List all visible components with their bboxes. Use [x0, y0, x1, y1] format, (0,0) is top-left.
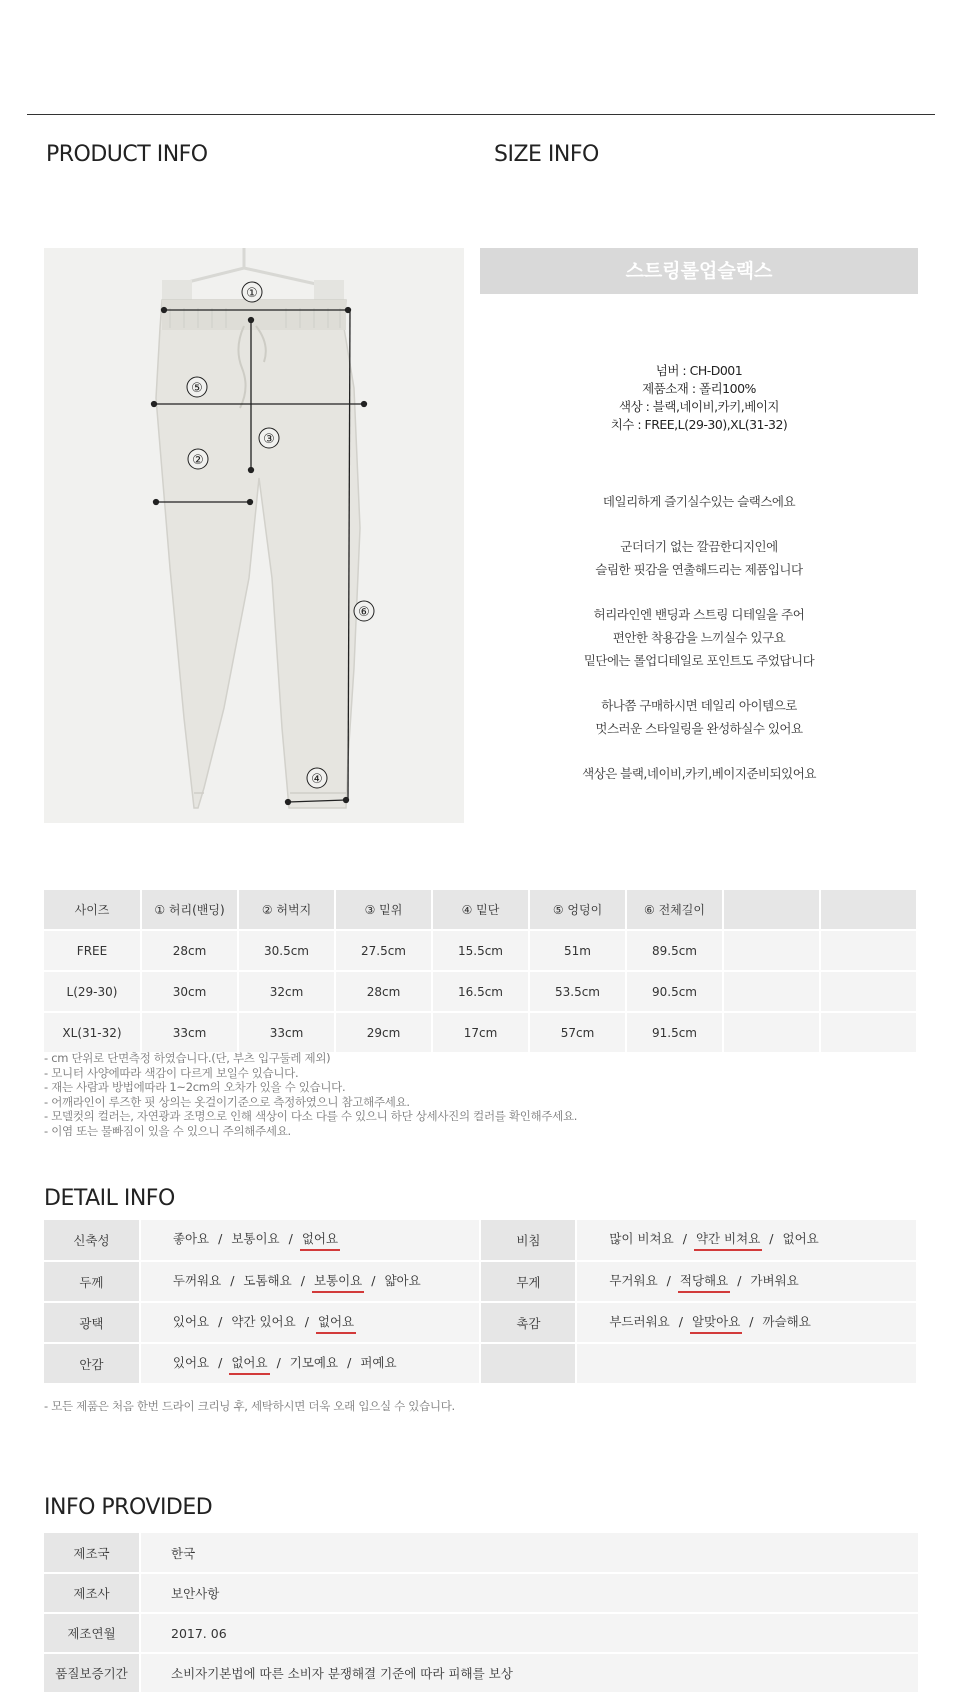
- size-cell: 15.5cm: [432, 930, 529, 971]
- product-description: [480, 490, 918, 807]
- detail-options: [140, 1220, 481, 1261]
- option-separator: /: [218, 1313, 223, 1329]
- detail-option: 가벼워요: [750, 1272, 799, 1288]
- option-separator: /: [300, 1272, 305, 1288]
- size-cell: 28cm: [335, 971, 432, 1012]
- option-separator: /: [371, 1272, 376, 1288]
- svg-text:②: ②: [192, 453, 204, 468]
- size-note: - cm 단위로 단면측정 하였습니다.(단, 부츠 입구둘레 제외): [44, 1051, 331, 1065]
- detail-option: 있어요: [172, 1313, 210, 1329]
- size-cell: 29cm: [335, 1012, 432, 1053]
- table-row: [44, 1220, 917, 1261]
- size-cell: 91.5cm: [626, 1012, 723, 1053]
- detail-options: [576, 1343, 917, 1384]
- description-line: 군더더기 없는 깔끔한디지인에: [620, 539, 778, 554]
- detail-option: 기모예요: [289, 1354, 339, 1370]
- detail-options: [576, 1261, 917, 1302]
- measure-label-3: [259, 428, 279, 448]
- info-value: 보안사항: [140, 1573, 918, 1613]
- detail-option: 무거워요: [609, 1272, 658, 1288]
- info-value: 소비자기본법에 따른 소비자 분쟁해결 기준에 따라 피해를 보상: [140, 1653, 918, 1693]
- size-cell: [820, 1012, 917, 1053]
- description-line: 편안한 착용감을 느끼실수 있구요: [612, 630, 786, 645]
- size-header-cell: [820, 890, 917, 930]
- svg-text:①: ①: [246, 286, 258, 301]
- size-cell: 33cm: [141, 1012, 238, 1053]
- info-provided-table: [44, 1533, 918, 1694]
- info-value: 2017. 06: [140, 1613, 918, 1653]
- detail-options: [576, 1302, 917, 1343]
- detail-option: 보통이요: [231, 1231, 280, 1246]
- detail-option-selected: 없어요: [229, 1353, 269, 1375]
- option-separator: /: [666, 1272, 671, 1288]
- size-cell: 90.5cm: [626, 971, 723, 1012]
- option-separator: /: [218, 1354, 223, 1370]
- option-separator: /: [230, 1272, 235, 1288]
- detail-option: 얇아요: [384, 1272, 421, 1288]
- size-cell: 30cm: [141, 971, 238, 1012]
- product-image: [44, 248, 464, 823]
- table-row: [44, 1012, 917, 1053]
- svg-text:③: ③: [263, 432, 275, 447]
- description-paragraph: [480, 490, 918, 513]
- size-note: - 모델컷의 컬러는, 자연광과 조명으로 인해 색상이 다소 다를 수 있으니 하단 상세사진의 컬러를 확인해주세요.: [44, 1109, 578, 1123]
- detail-options: [140, 1302, 481, 1343]
- table-row: [44, 1261, 917, 1302]
- size-cell: 16.5cm: [432, 971, 529, 1012]
- info-key: 제조사: [44, 1573, 140, 1613]
- detail-options: [140, 1261, 481, 1302]
- product-specs: [480, 362, 918, 434]
- description-paragraph: [480, 603, 918, 672]
- measure-label-2: [188, 449, 208, 469]
- table-row: [44, 971, 917, 1012]
- detail-key: 촉감: [480, 1302, 576, 1343]
- description-paragraph: [480, 694, 918, 740]
- size-header-cell: ④ 밑단: [432, 890, 529, 930]
- detail-options: [140, 1343, 481, 1384]
- size-cell: 89.5cm: [626, 930, 723, 971]
- detail-option-selected: 적당해요: [678, 1271, 730, 1293]
- size-header-cell: [723, 890, 820, 930]
- detail-key: 비침: [480, 1220, 576, 1261]
- size-cell: 53.5cm: [529, 971, 626, 1012]
- size-notes: [44, 1051, 577, 1138]
- spec-sizes: 치수 : FREE,L(29-30),XL(31-32): [610, 417, 788, 432]
- info-key: 제조연월: [44, 1613, 140, 1653]
- description-line: 슬림한 핏감을 연출해드리는 제품입니다: [595, 562, 803, 577]
- size-table-header: [44, 890, 917, 930]
- table-row: [44, 930, 917, 971]
- svg-text:⑤: ⑤: [191, 381, 203, 396]
- care-note: - 모든 제품은 처음 한번 드라이 크리닝 후, 세탁하시면 더욱 오래 입으실 수 있습니다.: [44, 1399, 455, 1413]
- size-info-title: SIZE INFO: [494, 142, 599, 167]
- description-line: 하나쯤 구매하시면 데일리 아이템으로: [601, 698, 797, 713]
- size-header-cell: ② 허벅지: [238, 890, 335, 930]
- spec-material: 제품소재 : 폴리100%: [642, 381, 756, 396]
- detail-option: 약간 있어요: [231, 1313, 296, 1329]
- size-header-cell: 사이즈: [44, 890, 141, 930]
- measure-label-5: [187, 377, 207, 397]
- detail-options: [576, 1220, 917, 1261]
- option-separator: /: [749, 1313, 754, 1329]
- option-separator: /: [682, 1231, 687, 1246]
- detail-option-selected: 알맞아요: [690, 1312, 742, 1334]
- size-cell: 32cm: [238, 971, 335, 1012]
- size-cell: XL(31-32): [44, 1012, 141, 1053]
- table-row: [44, 1613, 918, 1653]
- description-line: 밑단에는 롤업디테일로 포인트도 주었답니다: [583, 653, 815, 668]
- description-line: 허리라인엔 밴딩과 스트링 디테일을 주어: [593, 607, 805, 622]
- size-note: - 모니터 사양에따라 색감이 다르게 보일수 있습니다.: [44, 1065, 299, 1080]
- detail-table: [44, 1220, 918, 1385]
- size-cell: 28cm: [141, 930, 238, 971]
- detail-option-selected: 없어요: [300, 1229, 340, 1251]
- size-header-cell: ⑤ 엉덩이: [529, 890, 626, 930]
- table-row: [44, 1343, 917, 1384]
- size-cell: [820, 971, 917, 1012]
- detail-option-selected: 약간 비쳐요: [694, 1229, 762, 1251]
- detail-option: 없어요: [782, 1231, 819, 1246]
- detail-option-selected: 없어요: [316, 1312, 356, 1334]
- svg-text:⑥: ⑥: [358, 605, 370, 620]
- table-row: [44, 1653, 918, 1693]
- option-separator: /: [276, 1354, 281, 1370]
- detail-option: 까슬해요: [762, 1313, 811, 1329]
- size-cell: [820, 930, 917, 971]
- description-paragraph: [480, 535, 918, 581]
- detail-option: 퍼예요: [360, 1354, 397, 1370]
- size-note: - 이염 또는 물빠짐이 있을 수 있으니 주의해주세요.: [44, 1123, 291, 1138]
- option-separator: /: [288, 1231, 293, 1246]
- option-separator: /: [218, 1231, 223, 1246]
- info-key: 제조국: [44, 1533, 140, 1573]
- detail-option: 도톰해요: [243, 1272, 292, 1288]
- size-cell: 27.5cm: [335, 930, 432, 971]
- spec-number: 넘버 : CH-D001: [655, 363, 743, 378]
- size-cell: 33cm: [238, 1012, 335, 1053]
- info-provided-title: INFO PROVIDED: [44, 1495, 213, 1520]
- product-name-bar: 스트링롤업슬랙스: [480, 248, 918, 294]
- description-line: 멋스러운 스타일링을 완성하실수 있어요: [595, 721, 803, 736]
- size-table: [44, 890, 918, 1054]
- detail-key: 신축성: [44, 1220, 140, 1261]
- description-line: 데일리하게 즐기실수있는 슬랙스에요: [602, 494, 796, 509]
- option-separator: /: [678, 1313, 683, 1329]
- size-cell: L(29-30): [44, 971, 141, 1012]
- size-cell: 30.5cm: [238, 930, 335, 971]
- detail-key: 무게: [480, 1261, 576, 1302]
- size-cell: 17cm: [432, 1012, 529, 1053]
- detail-key: 광택: [44, 1302, 140, 1343]
- product-info-title: PRODUCT INFO: [46, 142, 208, 167]
- detail-option: 많이 비쳐요: [609, 1231, 674, 1246]
- detail-option-selected: 보통이요: [312, 1271, 364, 1293]
- size-header-cell: ⑥ 전체길이: [626, 890, 723, 930]
- option-separator: /: [347, 1354, 352, 1370]
- option-separator: /: [769, 1231, 774, 1246]
- top-divider: [27, 114, 935, 115]
- table-row: [44, 1533, 918, 1573]
- option-separator: /: [737, 1272, 742, 1288]
- svg-text:④: ④: [311, 772, 323, 787]
- size-note: - 어깨라인이 루즈한 핏 상의는 옷걸이기준으로 측정하였으니 참고해주세요.: [44, 1094, 410, 1109]
- detail-key: [480, 1343, 576, 1384]
- measure-label-6: [354, 601, 374, 621]
- pants-illustration: [44, 248, 464, 823]
- detail-option: 있어요: [172, 1354, 210, 1370]
- size-cell: FREE: [44, 930, 141, 971]
- detail-option: 좋아요: [172, 1231, 210, 1246]
- description-line: 색상은 블랙,네이비,카키,베이지준비되있어요: [582, 766, 816, 781]
- size-note: - 재는 사람과 방법에따라 1~2cm의 오차가 있을 수 있습니다.: [44, 1080, 346, 1094]
- measure-label-4: [307, 768, 327, 788]
- size-cell: 57cm: [529, 1012, 626, 1053]
- info-value: 한국: [140, 1533, 918, 1573]
- option-separator: /: [304, 1313, 309, 1329]
- spec-colors: 색상 : 블랙,네이비,카키,베이지: [619, 399, 779, 414]
- table-row: [44, 1573, 918, 1613]
- info-key: 품질보증기간: [44, 1653, 140, 1693]
- size-cell: [723, 930, 820, 971]
- size-cell: [723, 1012, 820, 1053]
- detail-info-title: DETAIL INFO: [44, 1186, 175, 1211]
- description-paragraph: [480, 762, 918, 785]
- size-cell: [723, 971, 820, 1012]
- detail-key: 안감: [44, 1343, 140, 1384]
- size-header-cell: ③ 밑위: [335, 890, 432, 930]
- detail-option: 부드러워요: [609, 1313, 670, 1329]
- table-row: [44, 1302, 917, 1343]
- size-header-cell: ① 허리(밴딩): [141, 890, 238, 930]
- size-cell: 51m: [529, 930, 626, 971]
- detail-key: 두께: [44, 1261, 140, 1302]
- detail-option: 두꺼워요: [172, 1272, 222, 1288]
- measure-label-1: [242, 282, 262, 302]
